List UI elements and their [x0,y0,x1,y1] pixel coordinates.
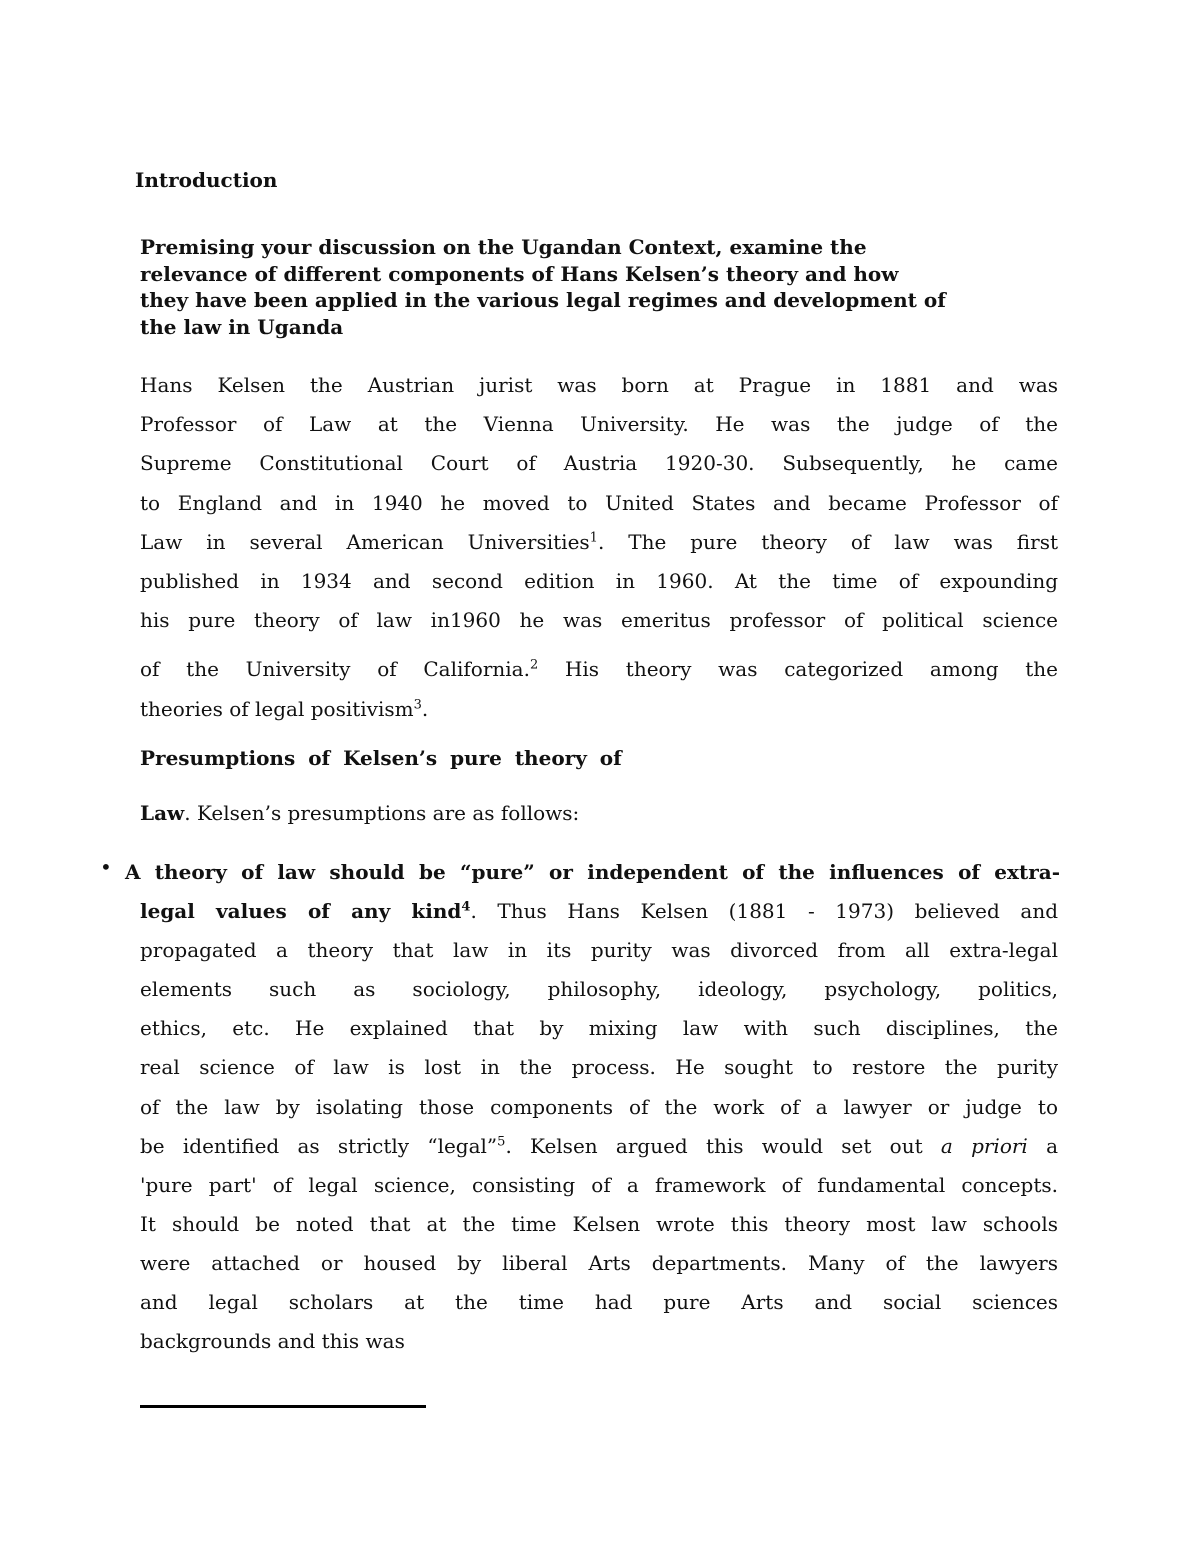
line-text: His theory was categorized among the [538,657,1058,682]
question-line: they have been applied in the various legal regimes and development of [140,288,946,312]
paragraph-line: Hans Kelsen the Austrian jurist was born at Prague in 1881 and was [140,373,1058,397]
footnote-ref-1[interactable]: 1 [589,530,598,546]
line-text: theories of legal positivism [140,696,414,721]
question-line: the law in Uganda [140,314,344,339]
paragraph-line: Supreme Constitutional Court of Austria 1920-30. Subsequently, he came [140,451,1058,476]
paragraph-line [140,892,1058,931]
bullet-first-line: A theory of law should be “pure” or independent of the influences of extra- [125,860,1060,884]
paragraph-line: backgrounds and this was [140,1329,405,1354]
law-word: Law [140,801,185,825]
paragraph-line: his pure theory of law in1960 he was emeritus professor of political science [140,608,1058,633]
essay-question [140,234,1070,340]
paragraph-line: ethics, etc. He explained that by mixing law with such disciplines, the [140,1016,1058,1041]
line-text: . Kelsen’s presumptions are as follows: [184,801,580,825]
paragraph-line [140,690,1058,729]
paragraph-line [140,650,1058,689]
paragraph-line: real science of law is lost in the process. He sought to restore the purity [140,1055,1058,1080]
line-text: a [1027,1133,1059,1158]
footnote-separator [140,1405,426,1408]
line-text: . [421,696,429,721]
presumptions-intro [140,800,579,826]
bullet-body [140,892,1058,1361]
paragraph-line: and legal scholars at the time had pure Arts and social sciences [140,1290,1058,1315]
question-line: Premising your discussion on the Ugandan Context, examine the [140,235,867,259]
line-text: . The pure theory of law was first [597,529,1059,554]
paragraph-line: It should be noted that at the time Kelsen wrote this theory most law schools [140,1211,1058,1236]
line-text: be identified as strictly “legal” [140,1133,498,1158]
bold-text: legal values of any kind [140,899,462,924]
paragraph-line: were attached or housed by liberal Arts departments. Many of the lawyers [140,1250,1058,1275]
paragraph-line: elements such as sociology, philosophy, ideology, psychology, politics, [140,977,1058,1002]
bullet-paragraph [125,853,1060,1361]
footnote-ref-3[interactable]: 3 [413,696,422,712]
paragraph-line [140,1127,1058,1166]
paragraph-line: to England and in 1940 he moved to United States and became Professor of [140,490,1058,515]
footnote-ref-2[interactable]: 2 [529,657,539,673]
section-heading-presumptions: Presumptions of Kelsen’s pure theory of [140,746,622,770]
line-text: of the University of California. [140,657,530,682]
footnote-ref-4[interactable]: 4 [461,899,471,915]
paragraph-line: 'pure part' of legal science, consisting of a framework of fundamental concepts. [140,1172,1058,1197]
paragraph-line: Professor of Law at the Vienna University. He was the judge of the [140,412,1058,437]
line-text: . Thus Hans Kelsen (1881 - 1973) believed and [470,899,1058,924]
question-line: relevance of different components of Hans Kelsen’s theory and how [140,261,899,286]
intro-paragraph [140,366,1058,729]
footnote-ref-5[interactable]: 5 [497,1134,506,1149]
paragraph-line: published in 1934 and second edition in 1960. At the time of expounding [140,569,1058,594]
italic-text: a priori [940,1133,1028,1158]
paragraph-line: of the law by isolating those components of the work of a lawyer or judge to [140,1094,1058,1119]
line-text: . Kelsen argued this would set out [505,1133,941,1158]
bullet-icon: • [100,855,112,879]
section-heading-introduction: Introduction [135,168,278,192]
line-text: Law in several American Universities [140,529,590,554]
paragraph-line: propagated a theory that law in its purity was divorced from all extra-legal [140,938,1058,963]
paragraph-line [140,523,1058,562]
